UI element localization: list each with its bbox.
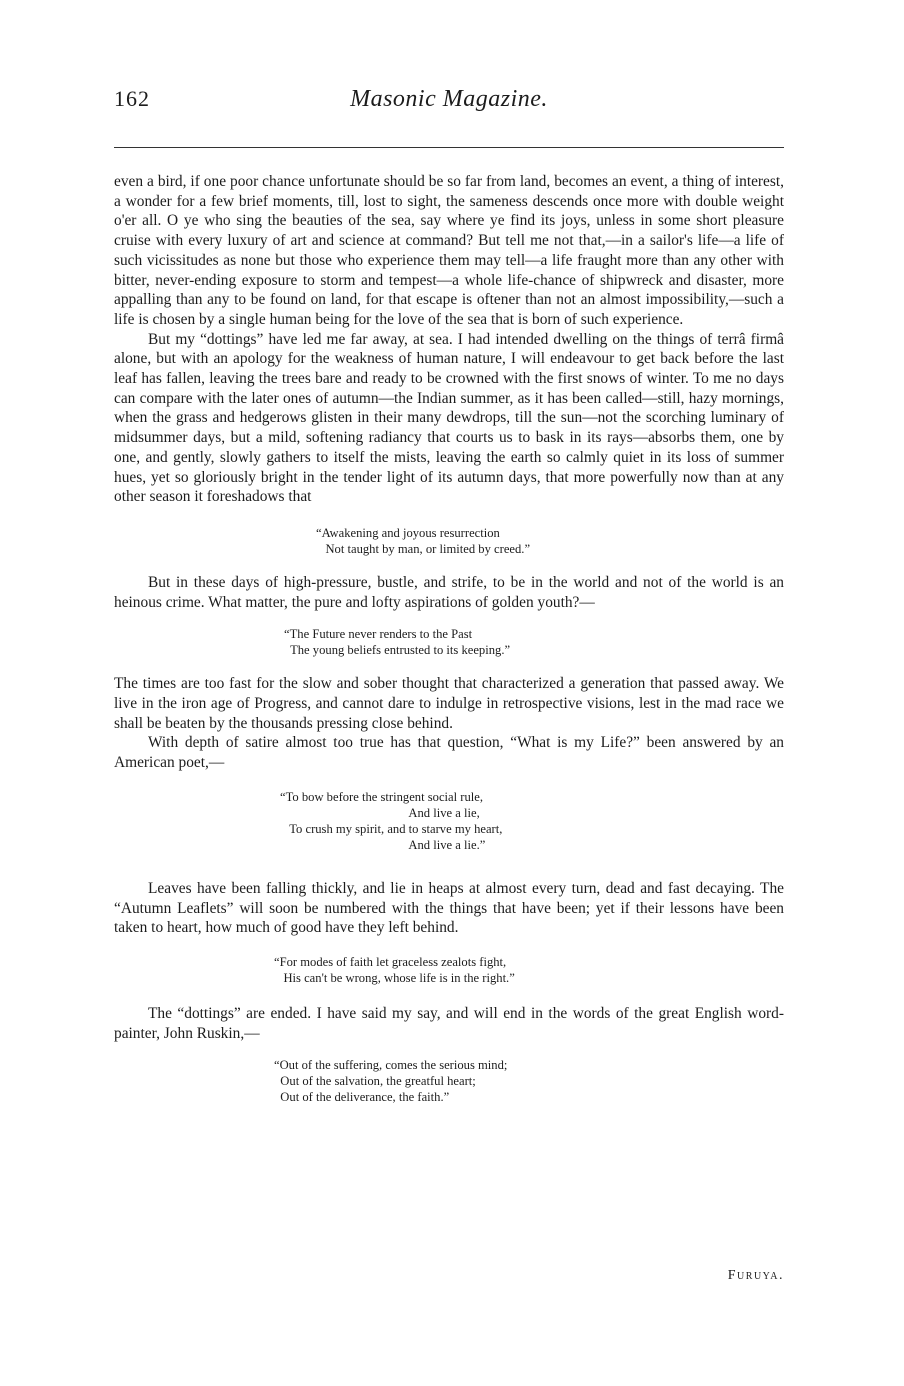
header-rule — [114, 147, 784, 148]
quote-line: His can't be wrong, whose life is in the right.” — [274, 970, 515, 985]
quote-line: “The Future never renders to the Past — [284, 627, 473, 642]
quote-future — [284, 626, 784, 658]
quote-resurrection — [316, 525, 784, 557]
quote-ruskin — [274, 1057, 784, 1105]
quote-line: “For modes of faith let graceless zealots fight, — [274, 954, 507, 969]
quote-modes-of-faith — [274, 954, 784, 986]
running-title: Masonic Magazine. — [350, 86, 548, 112]
quote-line: Not taught by man, or limited by creed.” — [316, 541, 531, 556]
quote-line: The young beliefs entrusted to its keeping.” — [284, 643, 511, 658]
paragraph-satire: With depth of satire almost too true has that question, “What is my Life?” been answered by an American poet,— — [114, 734, 784, 772]
paragraph-leaves: Leaves have been falling thickly, and lie in heaps at almost every turn, dead and fast decaying. The “Autumn Leaflets” will soon be numbered with the things that have been; yet if their lessons have been taken to heart, how much of good have they left behind. — [114, 879, 784, 937]
quote-line: And live a lie.” — [280, 837, 486, 852]
quote-line: And live a lie, — [280, 805, 480, 820]
paragraph-dottings: But my “dottings” have led me far away, at sea. I had intended dwelling on the things of terrâ firmâ alone, but with an apology for the weakness of human nature, I will endeavour to get back before the last leaf has fallen, leaving the trees bare and ready to be crowned with the first snows of winter. To me no days can compare with the later ones of autumn—the Indian summer, as it has been called—still, hazy mornings, when the grass and hedgerows glisten in their many dewdrops, till the sun—not the scorching luminary of midsummer days, but a mild, softening radiancy that courts us to bask in its rays—absorbs them, one by one, and gently, slowly gathers to itself the mists, leaving the earth so calmly quiet in its loss of summer hues, yet so gloriously bright in the tender light of its autumn days, that more powerfully now than at any other season it foreshadows that — [114, 330, 784, 506]
paragraph-ending: The “dottings” are ended. I have said my say, and will end in the words of the great English word-painter, John Ruskin,— — [114, 1004, 784, 1042]
paragraph-high-pressure: But in these days of high-pressure, bustle, and strife, to be in the world and not of the world is an heinous crime. What matter, the pure and lofty aspirations of golden youth?— — [114, 573, 784, 611]
paragraph-times: The times are too fast for the slow and sober thought that characterized a generation that passed away. We live in the iron age of Progress, and cannot dare to indulge in retrospective visions, lest in the mad race we shall be beaten by the thousands pressing close behind. — [114, 675, 784, 732]
quote-line: To crush my spirit, and to starve my heart, — [280, 821, 503, 836]
quote-line: “Awakening and joyous resurrection — [316, 525, 500, 540]
quote-line: Out of the deliverance, the faith.” — [274, 1090, 450, 1105]
quote-line: Out of the salvation, the greatful heart; — [274, 1074, 476, 1089]
author-signature: Furuya. — [727, 1268, 784, 1283]
article-body — [114, 172, 784, 1105]
quote-live-a-lie — [280, 789, 784, 853]
page-header — [114, 86, 784, 122]
page-number: 162 — [114, 86, 150, 111]
quote-line: “To bow before the stringent social rule, — [280, 789, 483, 804]
paragraph-sea: even a bird, if one poor chance unfortunate should be so far from land, becomes an event, a thing of interest, a wonder for a few brief moments, till, lost to sight, the sameness descends once more with double weight o'er all. O ye who sing the beauties of the sea, say where ye find its joys, unless in some short pleasure cruise with every luxury of art and science at command? But tell me not that,—in a sailor's life—a life of such vicissitudes as none but those who experience them may tell—a life fraught more than any other with bitter, never-ending exposure to storm and tempest—a whole life-chance of shipwreck and disaster, more appalling than any to be found on land, for that escape is oftener than not an almost impossibility,—such a life is chosen by a single human being for the love of the sea that is born of such experience. — [114, 173, 784, 328]
quote-line: “Out of the suffering, comes the serious mind; — [274, 1058, 508, 1073]
